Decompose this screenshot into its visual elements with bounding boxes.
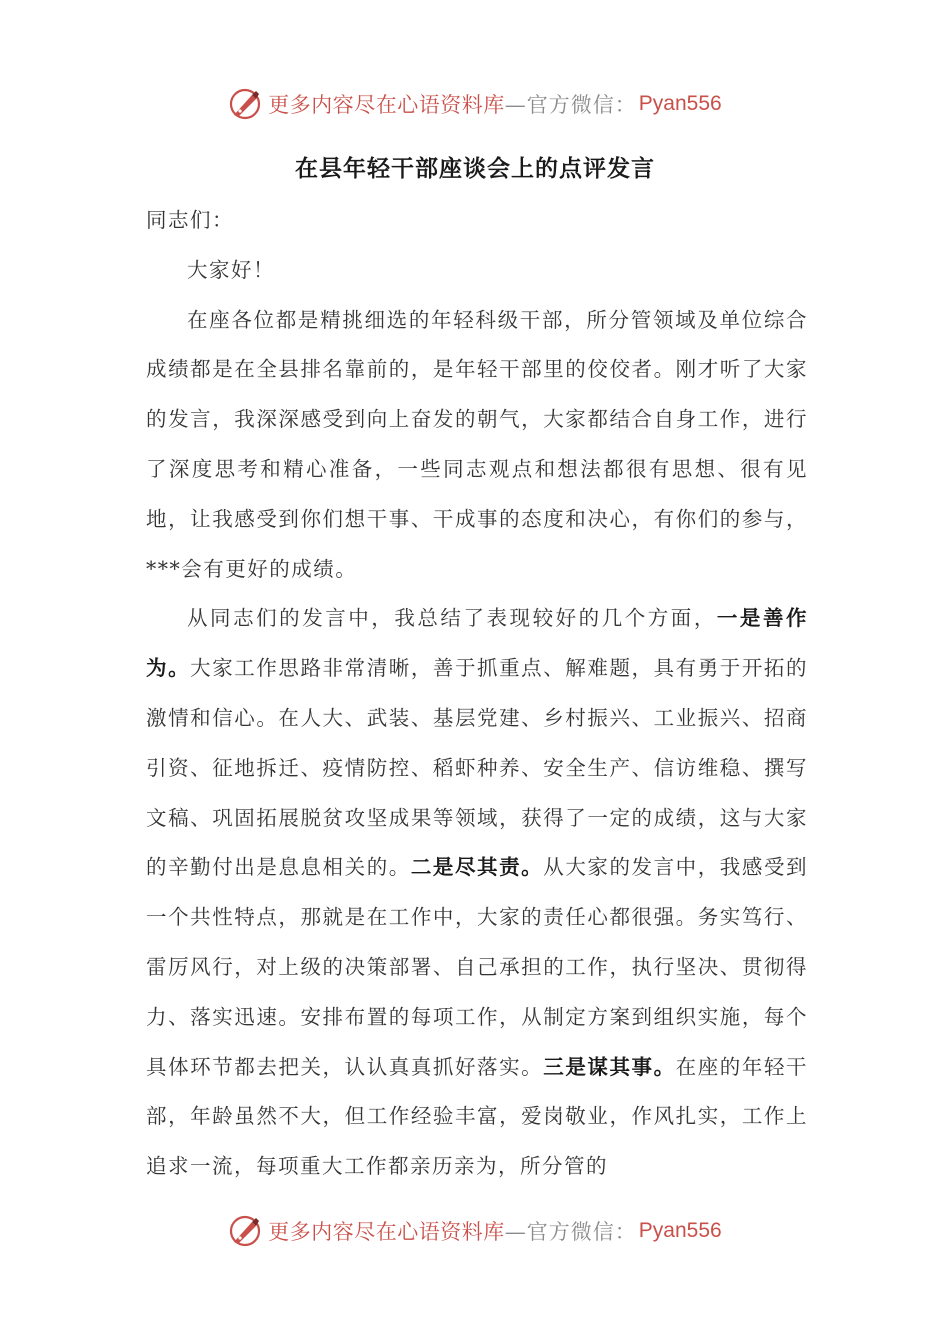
greeting: 大家好！ — [187, 257, 275, 282]
point-1-text: 大家工作思路非常清晰，善于抓重点、解难题，具有勇于开拓的激情和信心。在人大、武装、基层党建、乡村振兴、工业振兴、招商引资、征地拆迁、疫情防控、稻虾种养、安全生产、信访维稳、撰写文稿、巩固拓展脱贫攻坚成果等领域，获得了一定的成绩，这与大家的辛勤付出是息息相关的。 — [146, 656, 809, 880]
banner-red-text: 更多内容尽在心语资料库 — [268, 93, 505, 117]
banner-grey-text: —官方微信： — [504, 1220, 637, 1244]
pen-nib-logo-icon — [228, 1214, 262, 1248]
banner-wechat-id: Pyan556 — [638, 1219, 722, 1242]
point-2-heading: 二是尽其责。 — [410, 855, 544, 880]
point-3-text: 在座的年轻干部，年龄虽然不大，但工作经验丰富，爱岗敬业，作风扎实，工作上追求一流，每项重大工作都亲历亲为，所分管的 — [146, 1054, 809, 1179]
paragraph-2 — [146, 594, 808, 1192]
point-3-heading: 三是谋其事。 — [543, 1054, 676, 1079]
point-1-heading: 一是善作为。 — [146, 606, 809, 681]
banner-wechat-id: Pyan556 — [638, 92, 722, 115]
point-2-text: 从大家的发言中，我感受到一个共性特点，那就是在工作中，大家的责任心都很强。务实笃行、雷厉风行，对上级的决策部署、自己承担的工作，执行坚决、贯彻得力、落实迅速。安排布置的每项工作，从制定方案到组织实施，每个具体环节都去把关，认认真真抓好落实。 — [146, 855, 809, 1079]
pen-nib-logo-icon — [228, 87, 262, 121]
banner-grey-text: —官方微信： — [504, 93, 637, 117]
paragraph-1: 在座各位都是精挑细选的年轻科级干部，所分管领域及单位综合成绩都是在全县排名靠前的，是年轻干部里的佼佼者。刚才听了大家的发言，我深深感受到向上奋发的朝气，大家都结合自身工作，进行了深度思考和精心准备，一些同志观点和想法都很有思想、很有见地，让我感受到你们想干事、干成事的态度和决心，有你们的参与，***会有更好的成绩。 — [146, 307, 808, 581]
banner-red-text: 更多内容尽在心语资料库 — [268, 1220, 505, 1244]
paragraph-2-intro: 从同志们的发言中，我总结了表现较好的几个方面， — [187, 606, 717, 631]
document-title: 在县年轻干部座谈会上的点评发言 — [295, 156, 655, 182]
footer-watermark-banner — [0, 1211, 950, 1251]
document-body — [146, 196, 808, 1192]
header-watermark-banner — [0, 84, 950, 124]
salutation: 同志们： — [146, 208, 234, 232]
